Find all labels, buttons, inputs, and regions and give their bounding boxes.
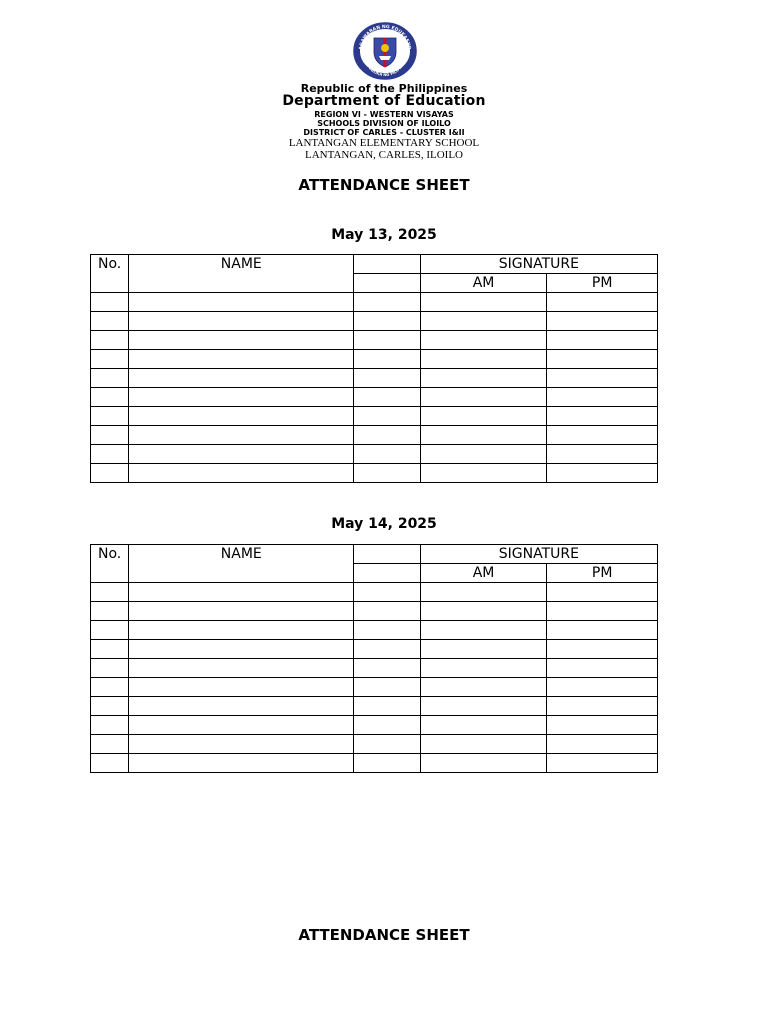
table-row: [91, 407, 658, 426]
cell-blank[interactable]: [354, 735, 420, 754]
seal-bottom-text: REPUBLIKA NG PILIPINAS: [363, 59, 407, 78]
cell-no[interactable]: [91, 445, 129, 464]
attendance-table: [90, 254, 658, 483]
cell-no[interactable]: [91, 621, 129, 640]
cell-no[interactable]: [91, 640, 129, 659]
cell-pm-signature[interactable]: [547, 640, 658, 659]
cell-blank[interactable]: [354, 350, 420, 369]
cell-am-signature[interactable]: [420, 464, 547, 483]
cell-name[interactable]: [129, 426, 354, 445]
table-row: [91, 716, 658, 735]
cell-no[interactable]: [91, 716, 129, 735]
cell-name[interactable]: [129, 602, 354, 621]
cell-pm-signature[interactable]: [547, 293, 658, 312]
cell-name[interactable]: [129, 369, 354, 388]
cell-blank[interactable]: [354, 312, 420, 331]
cell-no[interactable]: [91, 426, 129, 445]
cell-pm-signature[interactable]: [547, 716, 658, 735]
cell-pm-signature[interactable]: [547, 407, 658, 426]
cell-no[interactable]: [91, 754, 129, 773]
cell-pm-signature[interactable]: [547, 464, 658, 483]
header-address: LANTANGAN, CARLES, ILOILO: [305, 149, 463, 161]
cell-blank[interactable]: [354, 659, 420, 678]
table-row: [91, 621, 658, 640]
header-district: DISTRICT OF CARLES - CLUSTER I&II: [303, 128, 465, 137]
table-header-row: [91, 255, 658, 274]
cell-no[interactable]: [91, 312, 129, 331]
cell-pm-signature[interactable]: [547, 678, 658, 697]
cell-name[interactable]: [129, 659, 354, 678]
cell-pm-signature[interactable]: [547, 602, 658, 621]
header-blank: [354, 564, 420, 583]
cell-no[interactable]: [91, 583, 129, 602]
header-blank: [354, 545, 420, 564]
cell-pm-signature[interactable]: [547, 445, 658, 464]
header-region: REGION VI - WESTERN VISAYAS: [314, 110, 454, 119]
cell-am-signature[interactable]: [420, 659, 547, 678]
cell-blank[interactable]: [354, 407, 420, 426]
attendance-table: [90, 544, 658, 773]
table-row: [91, 464, 658, 483]
header-blank: [354, 274, 420, 293]
header-department: Department of Education: [282, 93, 486, 109]
cell-pm-signature[interactable]: [547, 659, 658, 678]
header-name: NAME: [129, 255, 354, 293]
cell-pm-signature[interactable]: [547, 583, 658, 602]
table-row: [91, 312, 658, 331]
cell-blank[interactable]: [354, 426, 420, 445]
cell-no[interactable]: [91, 602, 129, 621]
cell-name[interactable]: [129, 678, 354, 697]
cell-am-signature[interactable]: [420, 293, 547, 312]
cell-am-signature[interactable]: [420, 388, 547, 407]
cell-am-signature[interactable]: [420, 621, 547, 640]
cell-no[interactable]: [91, 464, 129, 483]
cell-blank[interactable]: [354, 293, 420, 312]
cell-no[interactable]: [91, 735, 129, 754]
cell-blank[interactable]: [354, 331, 420, 350]
table-row: [91, 754, 658, 773]
table-row: [91, 640, 658, 659]
deped-seal-logo: [352, 22, 418, 80]
cell-am-signature[interactable]: [420, 697, 547, 716]
cell-blank[interactable]: [354, 602, 420, 621]
cell-no[interactable]: [91, 678, 129, 697]
cell-am-signature[interactable]: [420, 369, 547, 388]
header-am: AM: [420, 564, 547, 583]
cell-pm-signature[interactable]: [547, 331, 658, 350]
table-row: [91, 735, 658, 754]
sheet-date: May 13, 2025: [331, 227, 437, 243]
cell-blank[interactable]: [354, 754, 420, 773]
table-row: [91, 445, 658, 464]
cell-name[interactable]: [129, 331, 354, 350]
cell-no[interactable]: [91, 697, 129, 716]
cell-no[interactable]: [91, 388, 129, 407]
cell-name[interactable]: [129, 293, 354, 312]
cell-pm-signature[interactable]: [547, 735, 658, 754]
cell-name[interactable]: [129, 754, 354, 773]
header-pm: PM: [547, 564, 658, 583]
header-name: NAME: [129, 545, 354, 583]
cell-am-signature[interactable]: [420, 350, 547, 369]
cell-no[interactable]: [91, 407, 129, 426]
header-signature: SIGNATURE: [420, 255, 657, 274]
cell-name[interactable]: [129, 697, 354, 716]
header-blank: [354, 255, 420, 274]
cell-name[interactable]: [129, 464, 354, 483]
cell-name[interactable]: [129, 716, 354, 735]
cell-blank[interactable]: [354, 464, 420, 483]
cell-pm-signature[interactable]: [547, 697, 658, 716]
table-row: [91, 583, 658, 602]
cell-name[interactable]: [129, 735, 354, 754]
cell-am-signature[interactable]: [420, 716, 547, 735]
table-row: [91, 602, 658, 621]
header-no: No.: [91, 255, 129, 293]
cell-pm-signature[interactable]: [547, 754, 658, 773]
header-pm: PM: [547, 274, 658, 293]
table-row: [91, 678, 658, 697]
cell-pm-signature[interactable]: [547, 621, 658, 640]
cell-no[interactable]: [91, 369, 129, 388]
cell-am-signature[interactable]: [420, 331, 547, 350]
table-row: [91, 350, 658, 369]
page-title: ATTENDANCE SHEET: [298, 176, 470, 194]
cell-name[interactable]: [129, 621, 354, 640]
cell-blank[interactable]: [354, 583, 420, 602]
table-row: [91, 293, 658, 312]
cell-no[interactable]: [91, 331, 129, 350]
cell-name[interactable]: [129, 312, 354, 331]
cell-pm-signature[interactable]: [547, 369, 658, 388]
cell-pm-signature[interactable]: [547, 388, 658, 407]
seal-top-text: AGAWARAN NG EDUKASYO: [358, 24, 412, 51]
table-row: [91, 697, 658, 716]
cell-name[interactable]: [129, 407, 354, 426]
table-header-row: [91, 545, 658, 564]
cell-am-signature[interactable]: [420, 735, 547, 754]
cell-name[interactable]: [129, 388, 354, 407]
table-row: [91, 331, 658, 350]
cell-no[interactable]: [91, 659, 129, 678]
cell-am-signature[interactable]: [420, 312, 547, 331]
cell-name[interactable]: [129, 583, 354, 602]
cell-blank[interactable]: [354, 697, 420, 716]
cell-pm-signature[interactable]: [547, 312, 658, 331]
header-division: SCHOOLS DIVISION OF ILOILO: [317, 119, 451, 128]
cell-blank[interactable]: [354, 388, 420, 407]
cell-pm-signature[interactable]: [547, 350, 658, 369]
cell-no[interactable]: [91, 350, 129, 369]
cell-blank[interactable]: [354, 716, 420, 735]
cell-no[interactable]: [91, 293, 129, 312]
cell-am-signature[interactable]: [420, 640, 547, 659]
cell-blank[interactable]: [354, 445, 420, 464]
cell-am-signature[interactable]: [420, 445, 547, 464]
table-row: [91, 426, 658, 445]
header-am: AM: [420, 274, 547, 293]
cell-am-signature[interactable]: [420, 602, 547, 621]
cell-name[interactable]: [129, 350, 354, 369]
cell-pm-signature[interactable]: [547, 426, 658, 445]
cell-name[interactable]: [129, 445, 354, 464]
header-signature: SIGNATURE: [420, 545, 657, 564]
table-row: [91, 388, 658, 407]
cell-am-signature[interactable]: [420, 678, 547, 697]
cell-blank[interactable]: [354, 621, 420, 640]
cell-am-signature[interactable]: [420, 583, 547, 602]
footer-title: ATTENDANCE SHEET: [298, 926, 470, 944]
cell-am-signature[interactable]: [420, 754, 547, 773]
table-row: [91, 659, 658, 678]
cell-blank[interactable]: [354, 678, 420, 697]
cell-name[interactable]: [129, 640, 354, 659]
table-row: [91, 369, 658, 388]
cell-am-signature[interactable]: [420, 407, 547, 426]
cell-blank[interactable]: [354, 640, 420, 659]
cell-am-signature[interactable]: [420, 426, 547, 445]
cell-blank[interactable]: [354, 369, 420, 388]
header-school: LANTANGAN ELEMENTARY SCHOOL: [288, 137, 480, 149]
header-no: No.: [91, 545, 129, 583]
header-republic: Republic of the Philippines: [300, 82, 468, 95]
sheet-date: May 14, 2025: [331, 516, 437, 532]
